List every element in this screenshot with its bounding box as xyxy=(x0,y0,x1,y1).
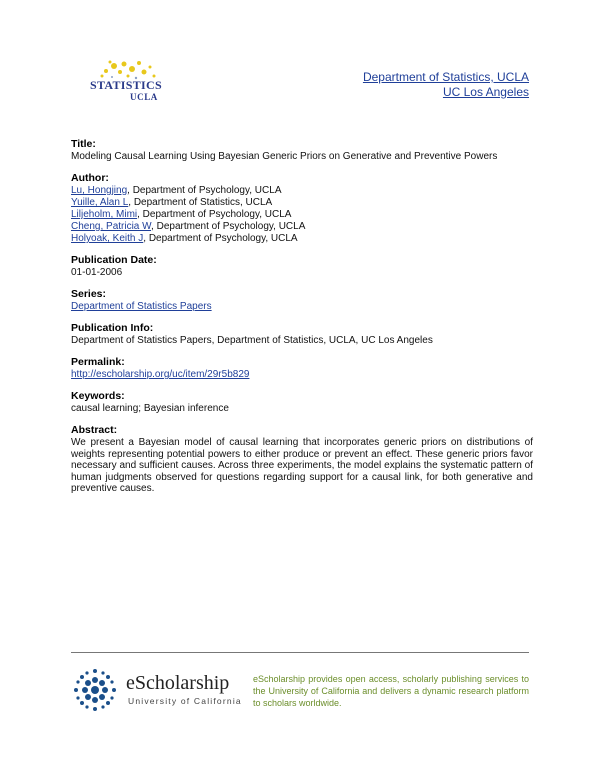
university-name: University of California xyxy=(128,696,242,706)
keywords-label: Keywords: xyxy=(71,390,125,402)
series-field xyxy=(71,288,533,313)
campus-link[interactable]: UC Los Angeles xyxy=(442,85,529,99)
abstract-label: Abstract: xyxy=(71,424,118,436)
author-affiliation: , Department of Statistics, UCLA xyxy=(128,197,273,208)
author-link[interactable]: Holyoak, Keith J xyxy=(71,233,144,244)
department-link[interactable]: Department of Statistics, UCLA xyxy=(362,70,529,84)
author-link[interactable]: Liljeholm, Mimi xyxy=(71,209,138,220)
author-affiliation: , Department of Psychology, UCLA xyxy=(137,209,292,220)
author-link[interactable]: Yuille, Alan L xyxy=(71,197,129,208)
author-entry xyxy=(71,185,533,197)
footer-divider xyxy=(71,652,529,653)
logo-subtext: UCLA xyxy=(130,92,158,102)
series-link[interactable]: Department of Statistics Papers xyxy=(71,301,212,312)
abstract-text: We present a Bayesian model of causal learning that incorporates generic priors on distributions of weights representing potential powers to either produce or prevent an effect. These generic priors favor necessary and sufficient causes. Across three experiments, the model explains the systematic pattern of human judgments observed for questions regarding support for a causal link, for both generative and preventive causes. xyxy=(71,437,533,494)
author-entry xyxy=(71,197,533,209)
author-link[interactable]: Lu, Hongjing xyxy=(71,185,128,196)
author-entry xyxy=(71,233,533,245)
author-entry xyxy=(71,209,533,221)
permalink-link[interactable]: http://escholarship.org/uc/item/29r5b829 xyxy=(71,369,250,380)
series-label: Series: xyxy=(71,288,107,300)
author-link[interactable]: Cheng, Patricia W xyxy=(71,221,152,232)
author-field xyxy=(71,172,533,245)
abstract-field xyxy=(71,424,533,495)
statistics-logo xyxy=(84,58,168,108)
title-field xyxy=(71,138,533,163)
keywords-field xyxy=(71,390,533,415)
escholarship-description: eScholarship provides open access, scholarly publishing services to the University of California and delivers a dynamic research platform to scholars worldwide. xyxy=(253,674,529,708)
publication-date-label: Publication Date: xyxy=(71,254,157,266)
author-entry xyxy=(71,221,533,233)
author-label: Author: xyxy=(71,172,109,184)
publication-date-value: 01-01-2006 xyxy=(71,267,123,278)
record-metadata xyxy=(71,138,533,504)
author-affiliation: , Department of Psychology, UCLA xyxy=(127,185,282,196)
permalink-label: Permalink: xyxy=(71,356,125,368)
logo-text: STATISTICS xyxy=(90,78,162,92)
header-links xyxy=(363,70,529,100)
publication-info-label: Publication Info: xyxy=(71,322,154,334)
publication-date-field xyxy=(71,254,533,279)
author-affiliation: , Department of Psychology, UCLA xyxy=(151,221,306,232)
escholarship-logo-icon xyxy=(70,665,120,715)
title-label: Title: xyxy=(71,138,96,150)
escholarship-brand: eScholarship xyxy=(126,672,230,694)
title-value: Modeling Causal Learning Using Bayesian Generic Priors on Generative and Preventive Powers xyxy=(71,151,498,162)
author-affiliation: , Department of Psychology, UCLA xyxy=(143,233,298,244)
publication-info-value: Department of Statistics Papers, Department of Statistics, UCLA, UC Los Angeles xyxy=(71,335,433,346)
keywords-value: causal learning; Bayesian inference xyxy=(71,403,229,414)
permalink-field xyxy=(71,356,533,381)
publication-info-field xyxy=(71,322,533,347)
